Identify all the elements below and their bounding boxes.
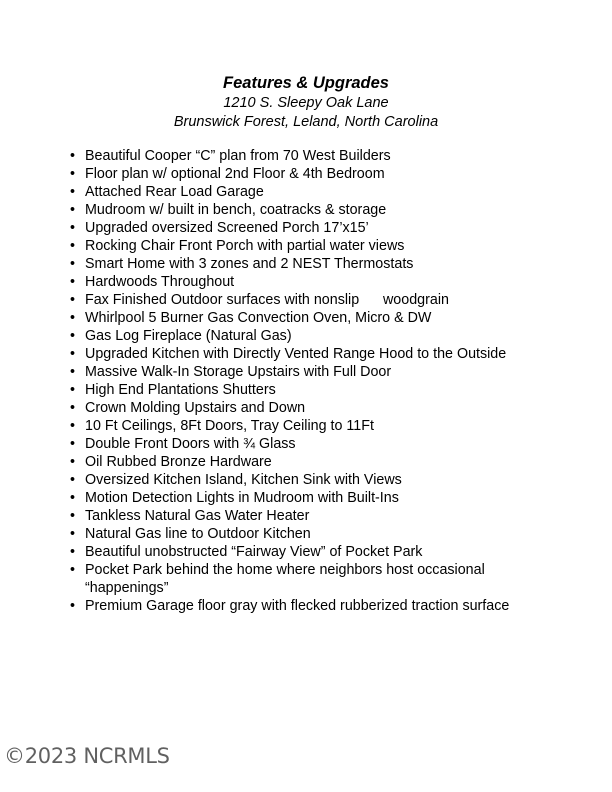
feature-text: Gas Log Fireplace (Natural Gas) (85, 328, 292, 344)
feature-text: High End Plantations Shutters (85, 382, 276, 398)
feature-text: Hardwoods Throughout (85, 274, 235, 290)
feature-text: Oil Rubbed Bronze Hardware (85, 454, 272, 470)
bullet-icon: • (70, 382, 76, 398)
bullet-icon: • (70, 418, 76, 434)
bullet-icon: • (70, 292, 76, 308)
feature-text: Fax Finished Outdoor surfaces with nonslip woodgrain (85, 292, 449, 308)
feature-text: Double Front Doors with ¾ Glass (85, 436, 296, 452)
list-item (70, 471, 545, 489)
bullet-icon: • (70, 346, 76, 362)
bullet-icon: • (70, 184, 76, 200)
bullet-icon: • (70, 274, 76, 290)
bullet-icon: • (70, 310, 76, 326)
bullet-icon: • (70, 562, 76, 578)
list-item (70, 201, 545, 219)
list-item (70, 399, 545, 417)
feature-text: Motion Detection Lights in Mudroom with Built-Ins (85, 490, 399, 506)
list-item (70, 561, 545, 597)
bullet-icon: • (70, 364, 76, 380)
list-item (70, 363, 545, 381)
feature-text: Oversized Kitchen Island, Kitchen Sink with Views (85, 472, 402, 488)
bullet-icon: • (70, 328, 76, 344)
feature-text: Mudroom w/ built in bench, coatracks & storage (85, 202, 387, 218)
features-list (70, 147, 545, 615)
bullet-icon: • (70, 490, 76, 506)
copyright-watermark: ©2023 NCRMLS (4, 744, 170, 768)
list-item (70, 273, 545, 291)
feature-text: Crown Molding Upstairs and Down (85, 400, 306, 416)
list-item (70, 237, 545, 255)
feature-text: Massive Walk-In Storage Upstairs with Full Door (85, 364, 392, 380)
bullet-icon: • (70, 220, 76, 236)
feature-text: Whirlpool 5 Burner Gas Convection Oven, Micro & DW (85, 310, 432, 326)
list-item (70, 291, 545, 309)
bullet-icon: • (70, 508, 76, 524)
feature-text: Smart Home with 3 zones and 2 NEST Thermostats (85, 256, 414, 272)
list-item (70, 165, 545, 183)
list-item (70, 255, 545, 273)
feature-text: Rocking Chair Front Porch with partial water views (85, 238, 405, 254)
bullet-icon: • (70, 544, 76, 560)
list-item (70, 453, 545, 471)
bullet-icon: • (70, 598, 76, 614)
feature-text: Pocket Park behind the home where neighbors host occasional “happenings” (85, 562, 485, 596)
list-item (70, 219, 545, 237)
page-title: Features & Upgrades (223, 74, 389, 92)
bullet-icon: • (70, 400, 76, 416)
list-item (70, 183, 545, 201)
bullet-icon: • (70, 454, 76, 470)
bullet-icon: • (70, 238, 76, 254)
bullet-icon: • (70, 436, 76, 452)
feature-text: Tankless Natural Gas Water Heater (85, 508, 310, 524)
bullet-icon: • (70, 256, 76, 272)
list-item (70, 525, 545, 543)
feature-text: 10 Ft Ceilings, 8Ft Doors, Tray Ceiling to 11Ft (85, 418, 374, 434)
feature-text: Premium Garage floor gray with flecked rubberized traction surface (85, 598, 510, 614)
feature-text: Floor plan w/ optional 2nd Floor & 4th Bedroom (85, 166, 385, 182)
bullet-icon: • (70, 148, 76, 164)
feature-text: Beautiful unobstructed “Fairway View” of Pocket Park (85, 544, 423, 560)
list-item (70, 507, 545, 525)
list-item (70, 543, 545, 561)
bullet-icon: • (70, 166, 76, 182)
bullet-icon: • (70, 472, 76, 488)
feature-text: Upgraded Kitchen with Directly Vented Range Hood to the Outside (85, 346, 507, 362)
bullet-icon: • (70, 526, 76, 542)
list-item (70, 345, 545, 363)
feature-text: Beautiful Cooper “C” plan from 70 West Builders (85, 148, 391, 164)
list-item (70, 489, 545, 507)
list-item (70, 147, 545, 165)
list-item (70, 417, 545, 435)
feature-text: Natural Gas line to Outdoor Kitchen (85, 526, 311, 542)
address-line-community: Brunswick Forest, Leland, North Carolina (173, 114, 439, 130)
address-line-street: 1210 S. Sleepy Oak Lane (223, 95, 389, 111)
bullet-icon: • (70, 202, 76, 218)
list-item (70, 327, 545, 345)
list-item (70, 435, 545, 453)
list-item (70, 381, 545, 399)
document-header (0, 72, 612, 132)
feature-text: Attached Rear Load Garage (85, 184, 264, 200)
list-item (70, 309, 545, 327)
list-item (70, 597, 545, 615)
feature-text: Upgraded oversized Screened Porch 17’x15’ (85, 220, 369, 236)
